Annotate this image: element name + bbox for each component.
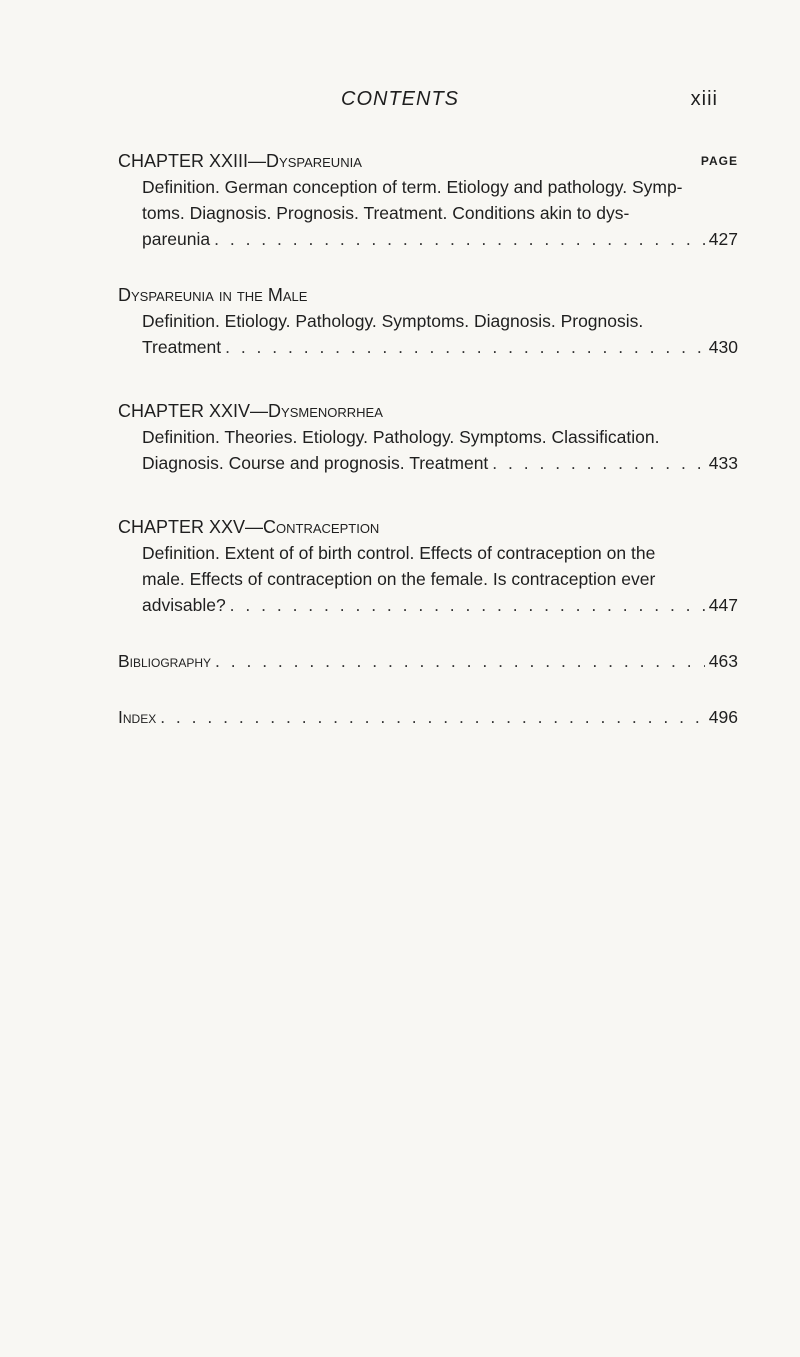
dot-leader [214, 226, 705, 252]
running-head [0, 88, 800, 118]
chapter-heading-xxiv [118, 398, 738, 424]
dot-leader [225, 334, 705, 360]
entry-with-page [142, 592, 738, 618]
contents-list [118, 148, 738, 730]
chapter-number: CHAPTER XXIII— [118, 151, 267, 171]
dot-leader [160, 704, 705, 730]
section-heading: Dyspareunia in the Male [118, 285, 308, 305]
chapter-title: Dyspareunia [266, 151, 362, 171]
chapter-title: Contraception [263, 517, 380, 537]
summary-line: Definition. Extent of of birth control. Effects of contraception on the [142, 543, 656, 563]
index-entry [118, 704, 738, 730]
summary-line: toms. Diagnosis. Prognosis. Treatment. Conditions akin to dys- [142, 203, 630, 223]
summary-line: pareunia [142, 229, 211, 249]
chapter-heading-xxv [118, 514, 738, 540]
page-folio: xiii [690, 88, 718, 110]
summary-line: Treatment [142, 337, 222, 357]
page-number: 463 [708, 651, 738, 671]
page-number: 496 [708, 707, 738, 727]
summary-line: Diagnosis. Course and prognosis. Treatment [142, 453, 489, 473]
entry-with-page [142, 334, 738, 360]
bibliography-entry [118, 648, 738, 674]
chapter-title: Dysmenorrhea [268, 401, 383, 421]
summary-line: Definition. Theories. Etiology. Pathology. Symptoms. Classification. [142, 427, 660, 447]
summary-line: Definition. German conception of term. Etiology and pathology. Symp- [142, 177, 683, 197]
chapter-number: CHAPTER XXIV— [118, 401, 269, 421]
chapter-number: CHAPTER XXV— [118, 517, 264, 537]
bibliography-label: Bibliography [118, 651, 212, 671]
dot-leader [492, 450, 705, 476]
chapter-heading-xxiii [118, 148, 738, 174]
running-title: CONTENTS [341, 88, 459, 110]
summary-line: Definition. Etiology. Pathology. Symptoms. Diagnosis. Prognosis. [142, 311, 644, 331]
entry-with-page [142, 450, 738, 476]
chapter-summary [142, 540, 738, 618]
index-label: Index [118, 707, 157, 727]
entry-with-page [142, 226, 738, 252]
page-number: 427 [708, 229, 738, 249]
page-column-label: PAGE [700, 154, 738, 168]
dot-leader [215, 648, 705, 674]
page-number: 433 [708, 453, 738, 473]
summary-line: advisable? [142, 595, 226, 615]
chapter-summary [142, 424, 738, 476]
chapter-summary [142, 174, 738, 252]
section-summary [142, 308, 738, 360]
page-number: 430 [708, 337, 738, 357]
summary-line: male. Effects of contraception on the female. Is contraception ever [142, 569, 656, 589]
page-number: 447 [708, 595, 738, 615]
dot-leader [230, 592, 705, 618]
